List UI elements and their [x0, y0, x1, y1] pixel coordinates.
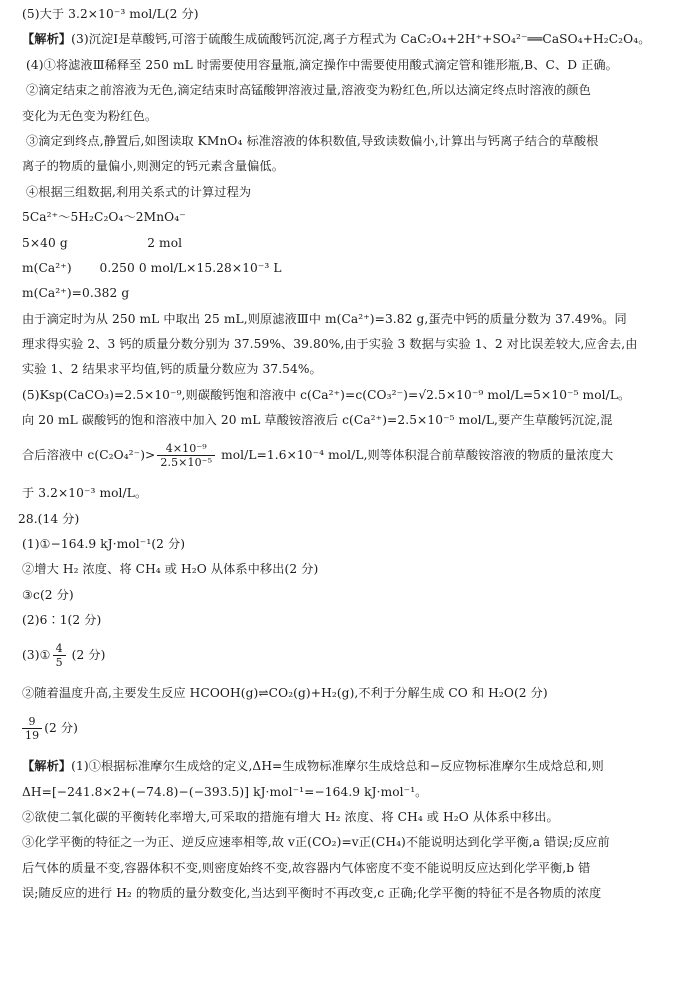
- fraction-numerator: 4×10⁻⁹: [157, 442, 215, 456]
- fraction-denominator: 19: [25, 729, 40, 743]
- text-line: ③化学平衡的特征之一为正、逆反应速率相等,故 v正(CO₂)=v正(CH₄)不能说明达到化学平衡,a 错误;反应前: [22, 835, 610, 850]
- text-line: 离子的物质的量偏小,则测定的钙元素含量偏低。: [22, 159, 285, 174]
- text-span: (2 分): [44, 721, 79, 736]
- text-line: ④根据三组数据,利用关系式的计算过程为: [26, 184, 252, 199]
- relation-line: m(Ca²⁺)=0.382 g: [22, 286, 130, 301]
- analysis-line: [22, 758, 676, 774]
- text-line: ②欲使二氧化碳的平衡转化率增大,可采取的措施有增大 H₂ 浓度、将 CH₄ 或 H₂O 从体系中移出。: [22, 809, 559, 824]
- relation-line: m(Ca²⁺) 0.250 0 mol/L×15.28×10⁻³ L: [22, 260, 282, 275]
- text-line: 理求得实验 2、3 钙的质量分数分别为 37.59%、39.80%,由于实验 3 数据与实验 1、2 对比误差较大,应舍去,由: [22, 337, 638, 352]
- fraction-numerator: 4: [53, 642, 66, 656]
- text-line: ③c(2 分): [22, 587, 74, 602]
- text-span: (2 分): [67, 648, 106, 663]
- text-line: ②滴定结束之前溶液为无色,滴定结束时高锰酸钾溶液过量,溶液变为粉红色,所以达滴定终点时溶液的颜色: [26, 83, 591, 98]
- text-span: (3)沉淀Ⅰ是草酸钙,可溶于硫酸生成硫酸钙沉淀,离子方程式为 CaC₂O₄+2H⁺+SO₄²⁻══CaSO₄+H₂C₂O₄。: [71, 32, 651, 47]
- text-line: (5)大于 3.2×10⁻³ mol/L(2 分): [22, 7, 199, 21]
- text-span: mol/L=1.6×10⁻⁴ mol/L,则等体积混合前草酸铵溶液的物质的量浓度大: [217, 448, 614, 463]
- fraction-denominator: 2.5×10⁻⁵: [160, 456, 213, 470]
- text-line: ③滴定到终点,静置后,如图读取 KMnO₄ 标准溶液的体积数值,导致读数偏小,计算出与钙离子结合的草酸根: [26, 133, 599, 148]
- text-line: 向 20 mL 碳酸钙的饱和溶液中加入 20 mL 草酸铵溶液后 c(Ca²⁺)=2.5×10⁻⁵ mol/L,要产生草酸钙沉淀,混: [22, 413, 613, 428]
- answer-page: [18, 6, 676, 911]
- text-line: ②增大 H₂ 浓度、将 CH₄ 或 H₂O 从体系中移出(2 分): [22, 562, 319, 577]
- text-span: 合后溶液中 c(C₂O₄²⁻)>: [22, 448, 156, 463]
- text-span: (1)①根据标准摩尔生成焓的定义,ΔH=生成物标准摩尔生成焓总和−反应物标准摩尔生成焓总和,则: [71, 759, 604, 774]
- fraction-line: [22, 642, 676, 669]
- text-line: (4)①将滤液Ⅲ稀释至 250 mL 时需要使用容量瓶,滴定操作中需要使用酸式滴定管和锥形瓶,B、C、D 正确。: [26, 57, 618, 72]
- text-line: 由于滴定时为从 250 mL 中取出 25 mL,则原滤液Ⅲ中 m(Ca²⁺)=3.82 g,蛋壳中钙的质量分数为 37.49%。同: [22, 311, 627, 326]
- fraction-numerator: 9: [22, 715, 42, 729]
- analysis-label: 【解析】: [22, 759, 72, 774]
- fraction-line: [22, 442, 676, 469]
- text-line: 误;随反应的进行 H₂ 的物质的量分数变化,当达到平衡时不再改变,c 正确;化学平衡的特征不是各物质的浓度: [22, 886, 602, 901]
- text-line: 后气体的质量不变,容器体积不变,则密度始终不变,故容器内气体密度不变不能说明反应达到化学平衡,b 错: [22, 860, 591, 875]
- text-line: ②随着温度升高,主要发生反应 HCOOH(g)⇌CO₂(g)+H₂(g),不利于分解生成 CO 和 H₂O(2 分): [22, 686, 548, 701]
- text-line: (1)①−164.9 kJ·mol⁻¹(2 分): [22, 537, 186, 552]
- analysis-line: [22, 31, 676, 47]
- text-span: (3)①: [22, 648, 51, 663]
- fraction: [157, 442, 215, 469]
- text-line: (5)Ksp(CaCO₃)=2.5×10⁻⁹,则碳酸钙饱和溶液中 c(Ca²⁺)=c(CO₃²⁻)=√2.5×10⁻⁹ mol/L=5×10⁻⁵ mol/L。: [22, 387, 631, 402]
- analysis-label: 【解析】: [22, 32, 72, 47]
- fraction-denominator: 5: [55, 656, 63, 670]
- text-line: 于 3.2×10⁻³ mol/L。: [22, 486, 148, 501]
- text-line: (2)6∶1(2 分): [22, 613, 102, 628]
- relation-line: 5Ca²⁺～5H₂C₂O₄～2MnO₄⁻: [22, 210, 186, 225]
- relation-line: 5×40 g 2 mol: [22, 235, 183, 250]
- fraction-line: [22, 715, 676, 742]
- text-line: 变化为无色变为粉红色。: [22, 108, 158, 123]
- question-heading: 28.(14 分): [18, 511, 80, 526]
- text-line: ΔH=[−241.8×2+(−74.8)−(−393.5)] kJ·mol⁻¹=−164.9 kJ·mol⁻¹。: [22, 784, 428, 799]
- fraction: [22, 715, 42, 742]
- fraction: [53, 642, 66, 669]
- text-line: 实验 1、2 结果求平均值,钙的质量分数应为 37.54%。: [22, 362, 322, 377]
